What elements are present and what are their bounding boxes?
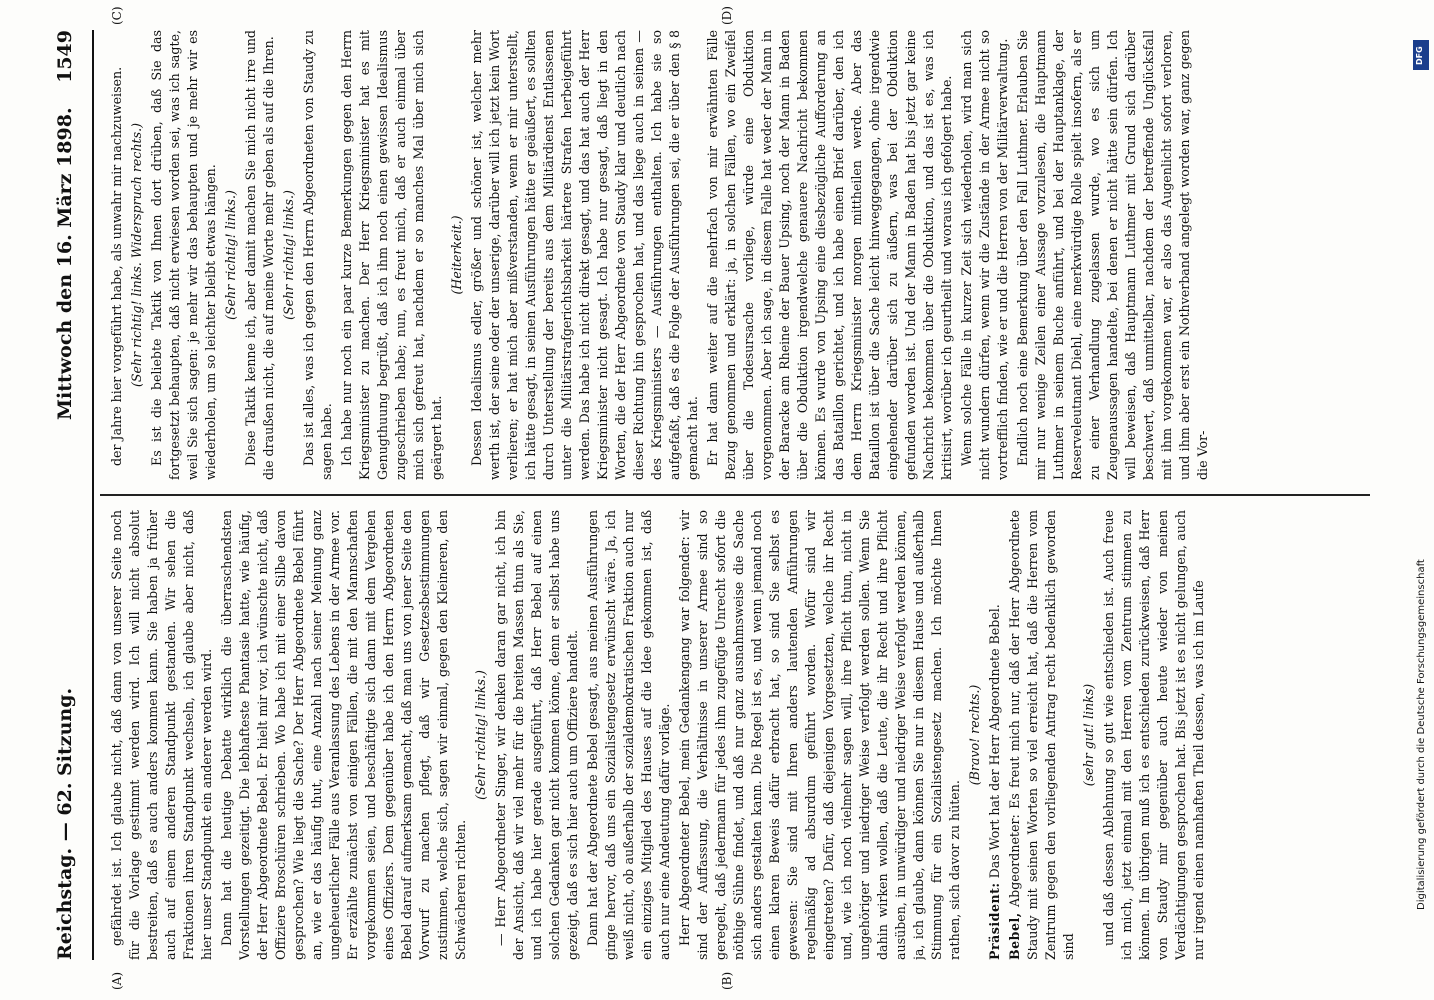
- paragraph: — Herr Abgeordneter Singer, wir denken daran gar nicht, ich bin der Ansicht, daß wir viel mehr für die breiten Massen thun als Sie, und ich habe hier gerade ausgeführt, daß Herr Bebel auf einen solchen Gedanken gar nicht kommen könne, denn er selbst habe uns gezeigt, daß es sich hier auch um Offiziere handelt.: [493, 510, 580, 960]
- paragraph: Wenn solche Fälle in kurzer Zeit sich wiederholen, wird man sich nicht wundern dürfen, wenn wir die Zustände in der Armee nicht so vortrefflich finden, wie er und die Herren von der Militärverwaltung.: [959, 30, 1010, 480]
- speaker-text: Das Wort hat der Herr Abgeordnete Bebel.: [987, 604, 1002, 879]
- header-date: Mittwoch den 16. März 1898.: [54, 107, 76, 420]
- paragraph: Dessen Idealismus edler, größer und schöner ist, welcher mehr werth ist, der seine oder der unserige, darüber will ich jetzt kein Wort verlieren; er hat mich aber mißverstanden, wenn er mir unterstellt, ich hätte gesagt, in seinen Ausführungen hätte er geäußert, es sollten durch Unterstellung der bereits aus dem Militärdienst Entlassenen unter die Militärstrafgerichtsbarkeit härtere Strafen herbeigeführt werden. Das habe ich nicht direkt gesagt, und das hat auch der Herr Kriegsminister nicht gesagt. Ich habe nur gesagt, daß liegt in den Worten, die der Herr Abgeordnete von Staudy klar und deutlich nach dieser Richtung hin gesprochen hat, und das liege auch in seinen — des Kriegsministers — Ausführungen enthalten. Ich habe sie so aufgefaßt, daß es die Folge der Ausführungen sei, die er über den § 8 gemacht hat.: [469, 30, 700, 480]
- page-number: 1549: [54, 30, 76, 83]
- interjection: (Sehr richtig! links.): [281, 190, 296, 320]
- column-divider: [100, 495, 1370, 497]
- paragraph: Diese Taktik kenne ich, aber damit machen Sie mich nicht irre und die draußen nicht, die auf meine Worte mehr geben als auf die Ihren.: [243, 30, 276, 480]
- paragraph: und daß dessen Ablehnung so gut wie entschieden ist. Auch freue ich mich, jetzt einmal mit den Herren vom Zentrum stimmen zu können. Im übrigen muß ich es entschieden zurückweisen, daß Herr von Staudy mir gegenüber auch heute wieder von meinen Verdächtigungen gesprochen hat. Bis jetzt ist es nicht gelungen, auch nur irgend einen namhaften Theil dessen, was ich im Laufe: [1101, 510, 1206, 960]
- header-rule: [92, 30, 94, 960]
- paragraph: Herr Abgeordneter Bebel, mein Gedankengang war folgender: wir sind der Auffassung, die Verhältnisse in unserer Armee sind so geregelt, daß jedermann für jedes ihm zugefügte Unrecht sofort die nöthige Sühne findet, und daß nur ganz ausnahmsweise die Sache sich anders gestalten kann. Die Regel ist es, und wenn jemand noch einen klaren Beweis dafür erbracht hat, so sind Sie selbst es gewesen: Sie sind mit Ihren anders lautenden Anführungen regelmäßig ad absurdum geführt worden. Wofür sind wir eingetreten? Dafür, daß diejenigen Vorgesetzten, welche ihr Recht und, wie ich noch vielmehr sagen will, ihre Pflicht thun, nicht in ungehöriger und niedriger Weise verfolgt werden sollen. Wenn Sie dahin wirken wollen, daß die Leute, die ihr Recht und ihre Pflicht ausüben, in unwürdiger und niedriger Weise verfolgt werden können, ja, ich glaube, dann können Sie nur in diesem Hause und außerhalb Stimmung für ein Sozialistengesetz machen. Ich möchte Ihnen rathen, sich davor zu hüten.: [677, 510, 962, 960]
- header-left: Reichstag. — 62. Sitzung.: [54, 687, 76, 960]
- interjection: (Heiterkeit.): [449, 215, 464, 295]
- page-header: [48, 30, 88, 960]
- speaker-name: Bebel,: [1007, 912, 1022, 960]
- margin-marker-b: (B): [720, 971, 734, 990]
- speaker-text: Abgeordneter: Es freut mich nur, daß der Herr Abgeordnete Staudy mit seinen Worten so viel erreicht hat, daß die Herren vom Zentrum gegen den vorliegenden Antrag recht bedenklich geworden sind: [1007, 510, 1076, 960]
- paragraph: Es ist die beliebte Taktik von Ihnen dort drüben, daß Sie das fortgesetzt behaupten, daß nicht erwiesen worden sei, was ich sagte, weil Sie sich sagen: je mehr wir das behaupten und je mehr wir es wiederholen, um so leichter bleibt etwas hängen.: [149, 30, 218, 480]
- paragraph: Endlich noch eine Bemerkung über den Fall Luthmer. Erlauben Sie mir nur wenige Zeilen einer Aussage vorzulesen, die Hauptmann Luthmer in seinem Buche anführt, und bei der Hauptanklage, der Reserveleutnant Diehl, eine merkwürdige Rolle spielt insofern, als er zu einer Verhandlung zugelassen wurde, wo es sich um Zeugenaussagen handelte, bei denen er nicht hätte sein dürfen. Ich will beweisen, daß Hauptmann Luthmer mit Grund sich darüber beschwert, daß unmittelbar, nachdem der betreffende Unglücksfall mit ihm vorgekommen war, er also das Augenlicht sofort verloren, und ihm aber erst ein Nothverband angelegt worden war, ganz gegen die Vor-: [1015, 30, 1210, 480]
- digitization-credit: Digitalisierung gefördert durch die Deutsche Forschungsgemeinschaft: [1416, 559, 1427, 910]
- paragraph: Dann hat der Abgeordnete Bebel gesagt, aus meinen Ausführungen ginge hervor, daß uns ein Sozialistengesetz erwünscht wäre. Ja, ich weiß nicht, ob außerhalb der sozialdemokratischen Fraktion auch nur ein einziges Mitglied des Hauses auf die Idee gekommen ist, daß auch nur eine Andeutung dafür vorläge.: [585, 510, 672, 960]
- paragraph: Ich habe nur noch ein paar kurze Bemerkungen gegen den Herrn Kriegsminister zu machen. Der Herr Kriegsminister hat es mit Genugthuung begrüßt, daß ich ihm noch einen gewissen Idealismus zugeschrieben habe; nun, es freut mich, daß er auch einmal über mich sich gefreut hat, nachdem er so manches Mal über mich sich geärgert hat.: [339, 30, 444, 480]
- interjection: (Sehr richtig! links.): [473, 670, 488, 800]
- sidebar-credit: [1412, 40, 1432, 960]
- speaker-paragraph: [986, 510, 1004, 960]
- text-column-right: [108, 30, 1388, 480]
- interjection: (sehr gut! links): [1081, 683, 1096, 787]
- margin-marker-a: (A): [110, 971, 124, 990]
- interjection: (Sehr richtig! links. Widerspruch rechts.): [129, 123, 144, 388]
- paragraph: gefährdet ist. Ich glaube nicht, daß dann von unserer Seite noch für die Vorlage gestimmt werden wird. Ich will nicht absolut bestreiten, daß es auch anders kommen kann. Sie haben ja früher auch auf einem anderen Standpunkt gestanden. Wir sehen die Fraktionen ihren Standpunkt wechseln, ich glaube aber nicht, daß hier unser Standpunkt ein anderer werden wird.: [109, 510, 214, 960]
- text-column-left: [108, 510, 1388, 960]
- paragraph: Das ist alles, was ich gegen den Herrn Abgeordneten von Staudy zu sagen habe.: [301, 30, 334, 480]
- dfg-logo-text: DFG: [1415, 46, 1424, 65]
- paragraph: der Jahre hier vorgeführt habe, als unwahr mir nachzuweisen.: [109, 66, 124, 466]
- margin-marker-c: (C): [110, 6, 124, 25]
- paragraph: Er hat dann weiter auf die mehrfach von mir erwähnten Fälle Bezug genommen und erklärt: ja, in solchen Fällen, wo ein Zweifel über die Todesursache vorliege, würde eine Obduktion vorgenommen. Aber ich sage, in diesem Falle hat weder der Mann in der Baracke am Rheine der Bauer Upsing, noch der Mann in Baden über die Obduktion irgendwelche genauere Nachricht bekommen können. Es wurde von Upsing eine diesbezügliche Aufforderung an das Bataillon gerichtet, und ich habe einen Brief darüber, den ich dem Herrn Kriegsminister morgen mittheilen werde. Aber das Bataillon ist über die Sache leicht hinweggegangen, ohne irgendwie eingehender darüber sich zu äußern, was bei der Obduktion gefunden worden ist. Und der Mann in Baden hat bis jetzt gar keine Nachricht bekommen über die Obduktion, und das ist es, was ich kritisirt, worüber ich geurtheilt und woraus ich gefolgert habe.: [705, 30, 954, 480]
- interjection: (Bravo! rechts.): [967, 684, 982, 786]
- speaker-paragraph: [1006, 510, 1078, 960]
- speaker-name: Präsident:: [987, 882, 1002, 960]
- paragraph: Dann hat die heutige Debatte wirklich die überraschendsten Vorstellungen gezeitigt. Die lebhafteste Phantasie hatte, wie häufig, der Herr Abgeordnete Bebel. Er hielt mir vor, ich wünschte nicht, daß Offiziere Broschüren schrieben. Wo habe ich mit einer Silbe davon gesprochen? Wie liegt die Sache? Der Herr Abgeordnete Bebel führt an, wie er das häufig thut, eine Anzahl nach seiner Meinung ganz ungeheuerlicher Fälle aus Veranlassung des Lebens in der Armee vor. Er erzählte zunächst von einigen Fällen, die mit den Mannschaften vorgekommen seien, und beschäftigte sich dann mit dem Vergehen eines Offiziers. Dem gegenüber habe ich den Herrn Abgeordneten Bebel darauf aufmerksam gemacht, daß man uns von jener Seite den Vorwurf zu machen pflegt, daß wir Gesetzesbestimmungen zustimmen, welche sich, sagen wir einmal, gegen den Kleineren, den Schwächeren richten.: [219, 510, 468, 960]
- interjection: (Sehr richtig! links.): [223, 190, 238, 320]
- margin-marker-d: (D): [720, 6, 734, 25]
